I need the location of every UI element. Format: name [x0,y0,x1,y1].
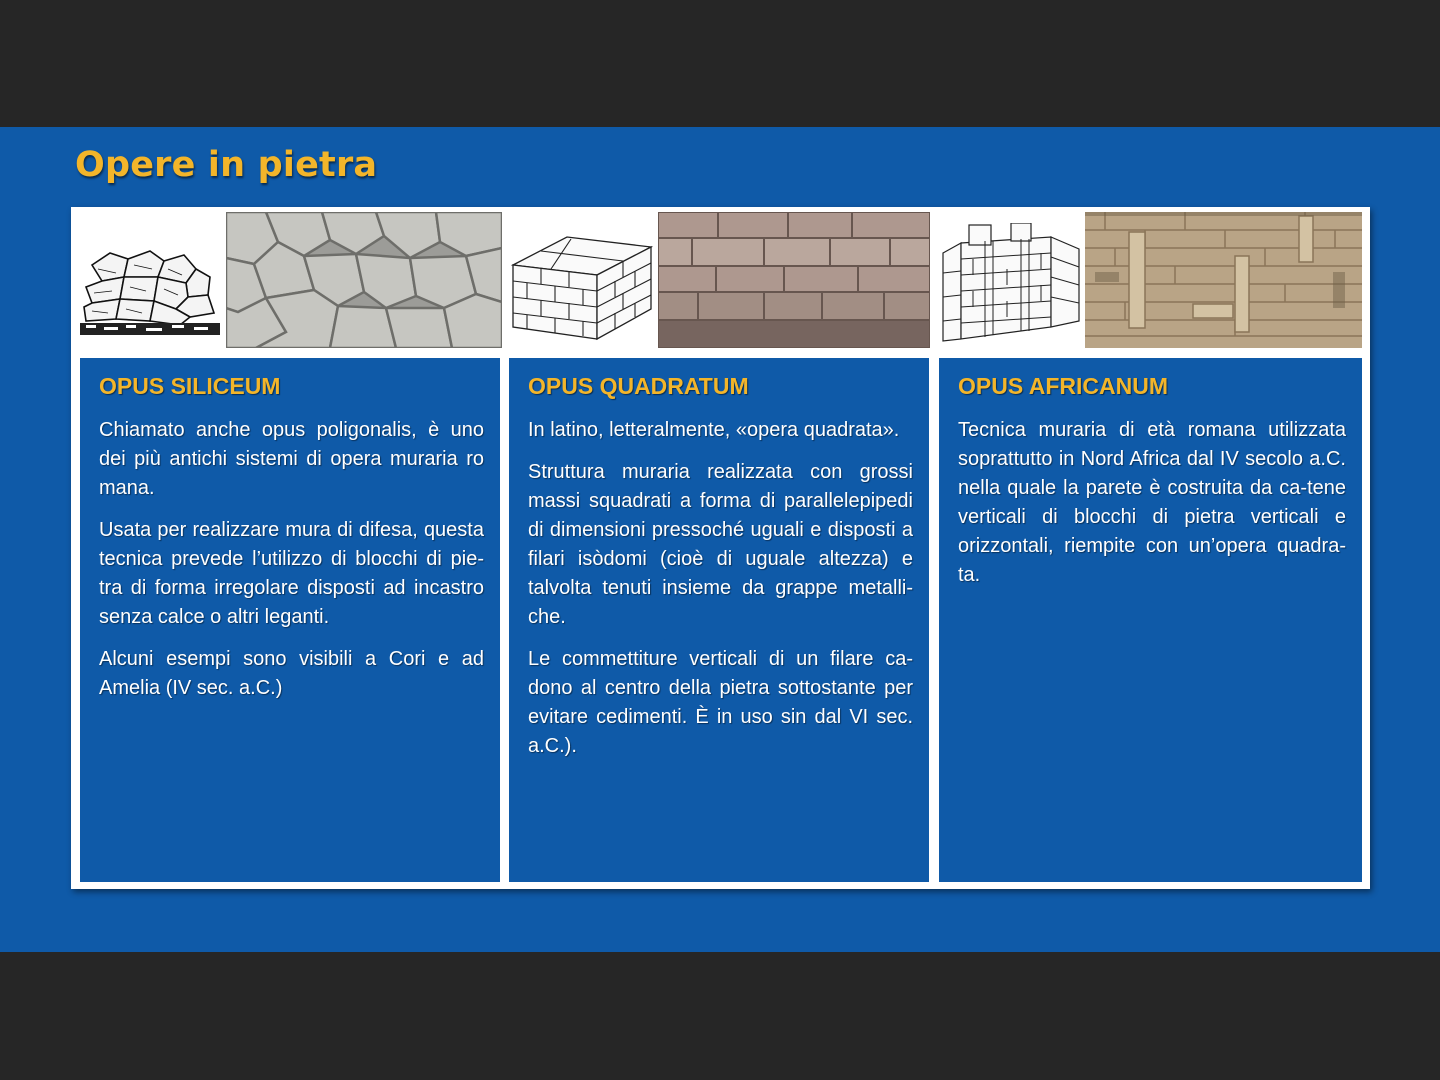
image-strip [71,207,1370,357]
column-paragraph: Chiamato anche opus poligonalis, è uno dei più antichi sistemi di opera muraria ro mana. [99,419,484,499]
column-paragraph: Tecnica muraria di età romana utilizzata soprattutto in Nord Africa dal IV secolo a.C. nella quale la parete è costruita da ca-tene verticali di blocchi di pietra verticali e orizzontali, riempite con un’opera quadra-ta. [958,419,1346,586]
slide-title: Opere in pietra [75,145,378,185]
column-paragraph: In latino, letteralmente, «opera quadrata». [528,419,900,441]
polygonal-wall-photo [226,212,502,348]
ashlar-block-drawing [511,217,657,342]
column-title: OPUS SILICEUM [99,373,281,399]
content-frame [71,207,1370,889]
polygonal-masonry-drawing [80,247,220,335]
column-paragraph: Le commettiture verticali di un filare ca-dono al centro della pietra sottostante per evitare cedimenti. È in uso sin dal VI sec. a.C.). [528,648,913,757]
column-title: OPUS AFRICANUM [958,373,1168,399]
column-opus-quadratum [509,358,929,882]
ashlar-wall-photo [658,212,930,348]
column-paragraph: Struttura muraria realizzata con grossi massi squadrati a forma di parallelepipedi di dimensioni pressoché uguali e disposti a filari isòdomi (cioè di uguale altezza) e talvolta tenuti insieme da grappe metalli-che. [528,461,913,628]
column-title: OPUS QUADRATUM [528,373,749,399]
column-paragraph: Alcuni esempi sono visibili a Cori e ad Amelia (IV sec. a.C.) [99,648,484,699]
slide [0,127,1440,952]
column-opus-siliceum [80,358,500,882]
column-opus-africanum [939,358,1362,882]
african-wall-photo [1085,212,1362,348]
column-paragraph: Usata per realizzare mura di difesa, questa tecnica prevede l’utilizzo di blocchi di pie-tra di forma irregolare disposti ad incastro senza calce o altri leganti. [99,519,484,628]
african-wall-drawing [941,223,1083,345]
